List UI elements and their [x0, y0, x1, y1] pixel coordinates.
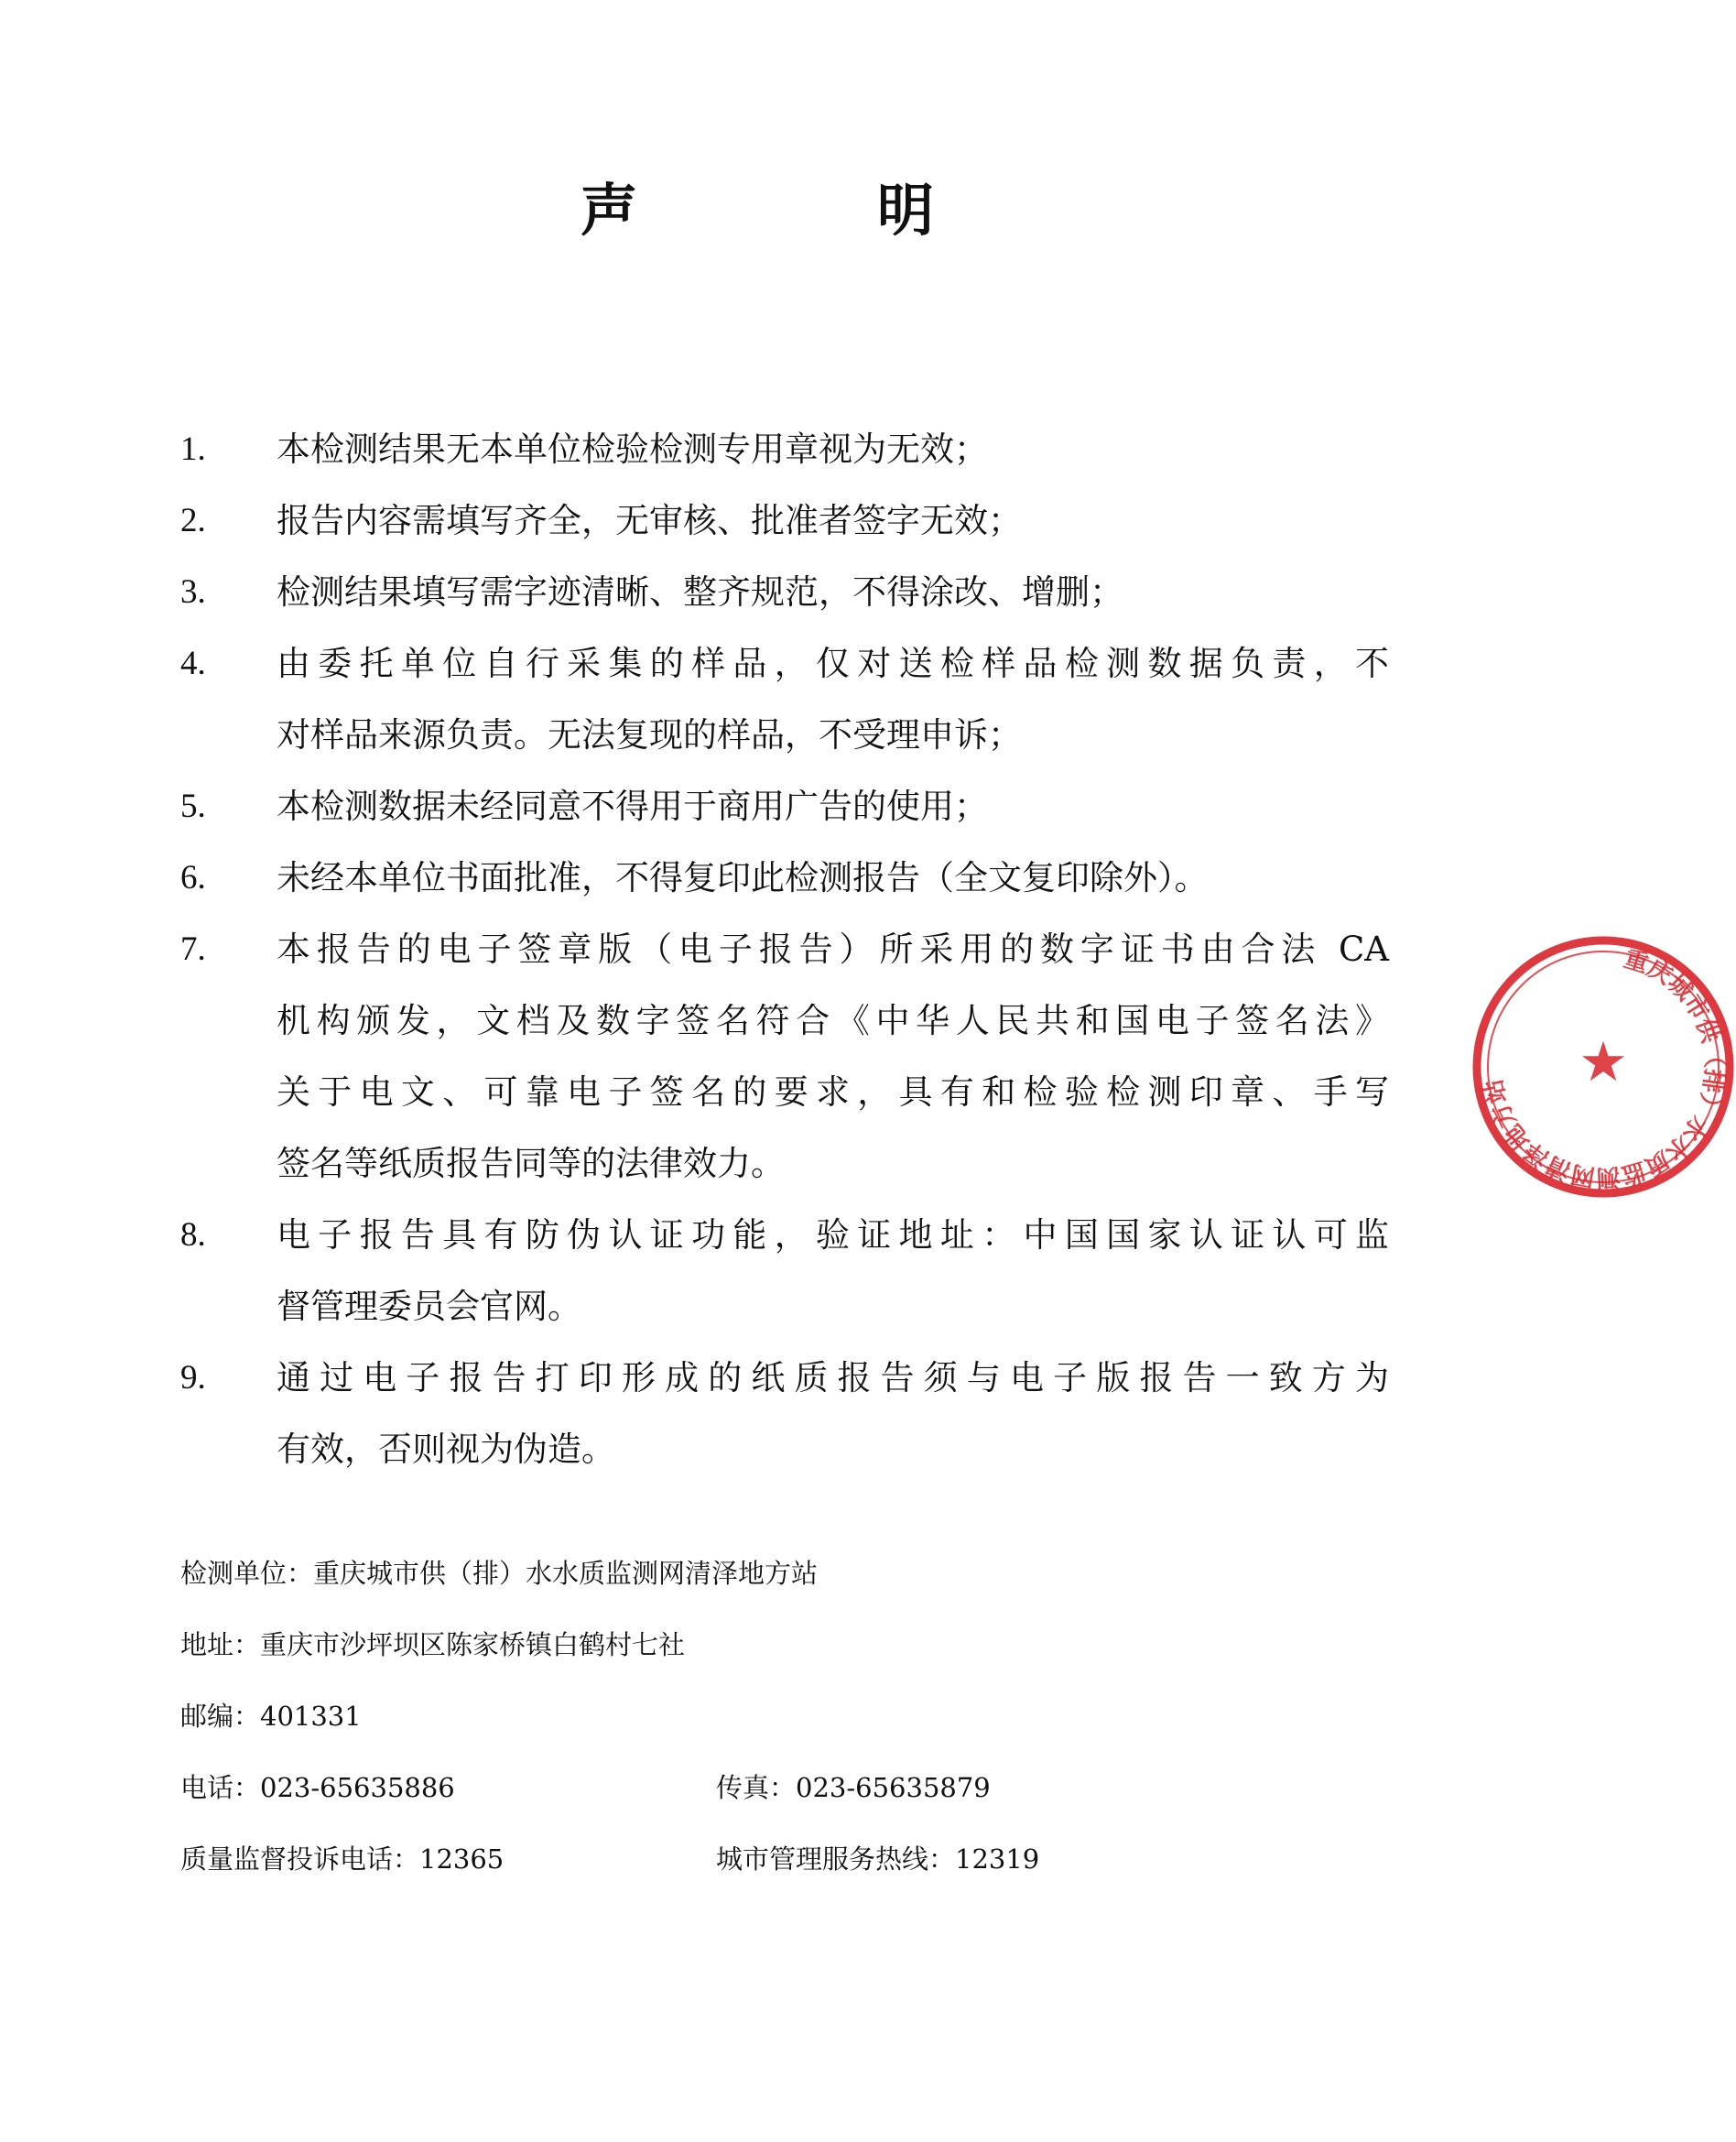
item-number: 4.	[180, 645, 206, 682]
item-text: 由委托单位自行采集的样品，仅对送检样品检测数据负责，不	[277, 644, 1389, 683]
declaration-item-2	[180, 485, 1389, 557]
item-number: 5.	[180, 788, 206, 825]
testing-unit: 检测单位：重庆城市供（排）水水质监测网清泽地方站	[180, 1558, 819, 1589]
postcode: 邮编：401331	[180, 1701, 362, 1732]
complaint-phone: 质量监督投诉电话：12365	[180, 1843, 505, 1875]
declaration-item-6	[180, 843, 1389, 914]
declaration-item-4	[180, 628, 1389, 771]
item-text: 机构颁发，文档及数字签名符合《中华人民共和国电子签名法》	[277, 1001, 1389, 1040]
item-text: 本报告的电子签章版（电子报告）所采用的数字证书由合法 CA	[277, 930, 1389, 969]
item-text: 督管理委员会官网。	[277, 1287, 581, 1326]
item-number: 3.	[180, 573, 206, 611]
service-hotline: 城市管理服务热线：12319	[716, 1843, 1040, 1875]
item-text: 签名等纸质报告同等的法律效力。	[277, 1144, 785, 1183]
item-number: 7.	[180, 930, 206, 968]
seal-star-icon: ★	[1579, 1030, 1628, 1094]
item-text: 本检测数据未经同意不得用于商用广告的使用；	[277, 787, 988, 826]
item-number: 8.	[180, 1216, 206, 1254]
page-title: 声 明	[580, 177, 1025, 244]
phone: 电话：023-65635886	[180, 1772, 455, 1803]
item-number: 2.	[180, 502, 206, 539]
hotlines-row	[180, 1841, 1040, 1877]
item-text: 本检测结果无本单位检验检测专用章视为无效；	[277, 429, 988, 469]
declaration-item-8	[180, 1200, 1389, 1343]
declaration-item-3	[180, 557, 1389, 628]
item-number: 1.	[180, 430, 206, 468]
declaration-list	[180, 414, 1389, 1485]
item-number: 6.	[180, 859, 206, 897]
official-seal-stamp	[1470, 934, 1736, 1200]
declaration-item-7	[180, 914, 1389, 1200]
item-number: 9.	[180, 1359, 206, 1397]
item-text: 关于电文、可靠电子签名的要求，具有和检验检测印章、手写	[277, 1072, 1389, 1112]
seal-text: 重庆城市供（排）水水质监测网清泽地方站	[1480, 945, 1728, 1191]
declaration-item-5	[180, 771, 1389, 843]
item-text: 未经本单位书面批准，不得复印此检测报告（全文复印除外）。	[277, 858, 1209, 897]
item-text: 检测结果填写需字迹清晰、整齐规范，不得涂改、增删；	[277, 572, 1123, 612]
address: 地址：重庆市沙坪坝区陈家桥镇白鹤村七社	[180, 1629, 686, 1660]
item-text: 对样品来源负责。无法复现的样品，不受理申诉；	[277, 715, 1022, 755]
item-text: 有效，否则视为伪造。	[277, 1430, 615, 1469]
declaration-item-9	[180, 1343, 1389, 1485]
phone-fax-row	[180, 1769, 991, 1806]
declaration-item-1	[180, 414, 1389, 485]
fax: 传真：023-65635879	[716, 1772, 991, 1803]
item-text: 电子报告具有防伪认证功能，验证地址：中国国家认证认可监	[277, 1215, 1389, 1255]
item-text: 报告内容需填写齐全，无审核、批准者签字无效；	[277, 501, 1022, 540]
item-text: 通过电子报告打印形成的纸质报告须与电子版报告一致方为	[277, 1358, 1389, 1397]
